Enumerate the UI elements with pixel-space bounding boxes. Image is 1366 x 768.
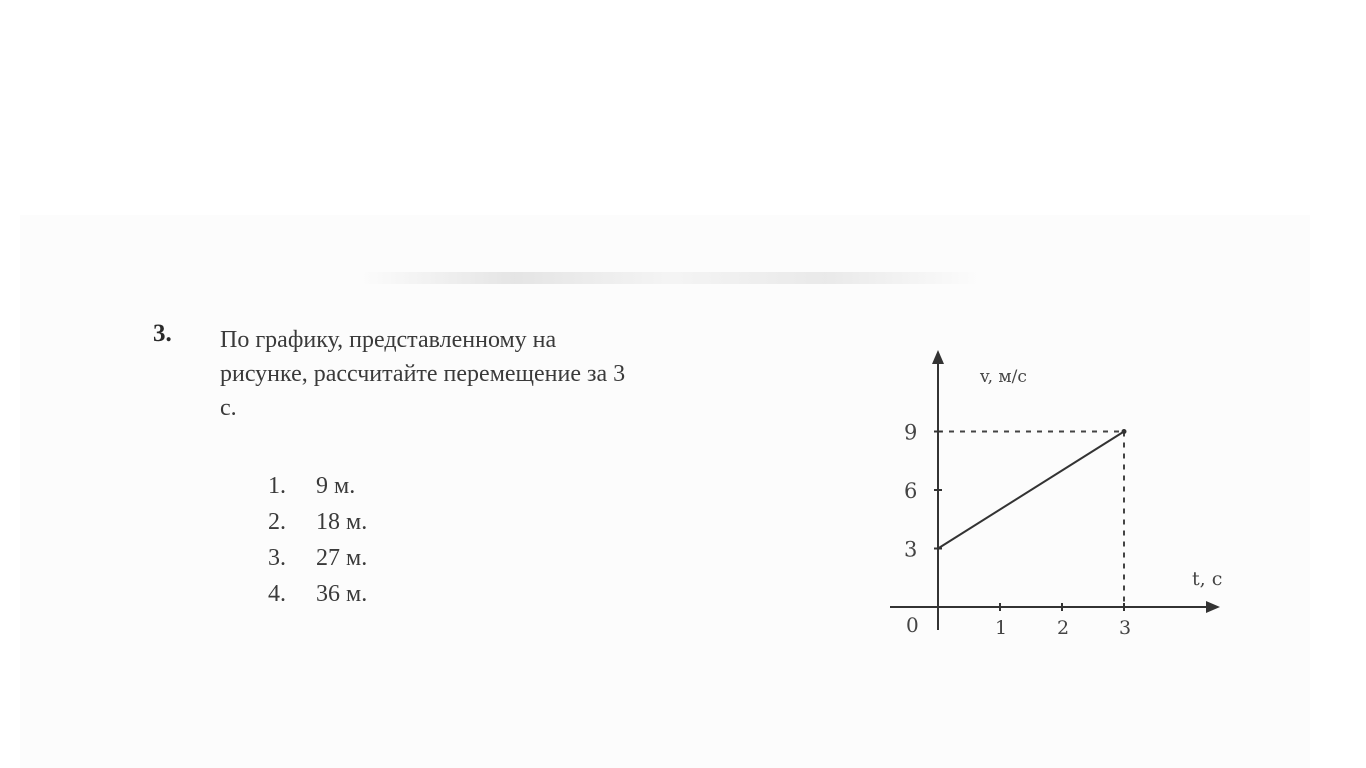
x-tick-label: 3 bbox=[1119, 617, 1132, 639]
question-line-1: По графику, представленному на bbox=[220, 327, 557, 353]
answer-text: 9 м. bbox=[316, 473, 356, 499]
answer-text: 27 м. bbox=[316, 545, 368, 571]
x-tick-label: 2 bbox=[1057, 617, 1070, 639]
answer-number: 4. bbox=[268, 581, 286, 607]
velocity-line bbox=[938, 432, 1124, 549]
answer-option bbox=[268, 540, 367, 576]
answer-text: 36 м. bbox=[316, 581, 368, 607]
origin-label: 0 bbox=[906, 613, 919, 637]
answer-number: 2. bbox=[268, 509, 286, 535]
answer-text: 18 м. bbox=[316, 509, 368, 535]
answer-option bbox=[268, 468, 367, 504]
answer-list bbox=[268, 468, 367, 612]
y-tick-label: 6 bbox=[904, 479, 918, 503]
answer-option bbox=[268, 504, 367, 540]
y-axis-label: v, м/с bbox=[980, 367, 1027, 387]
y-axis-arrow bbox=[932, 350, 944, 364]
line-end-point bbox=[1122, 429, 1127, 434]
question-line-3: с. bbox=[220, 395, 237, 421]
question-text bbox=[220, 323, 780, 425]
y-tick-label: 3 bbox=[904, 537, 918, 562]
answer-number: 1. bbox=[268, 473, 286, 499]
answer-number: 3. bbox=[268, 545, 286, 571]
x-axis-label: t, с bbox=[1192, 568, 1223, 590]
answer-option bbox=[268, 576, 367, 612]
x-axis-arrow bbox=[1206, 601, 1220, 613]
scan-smudge bbox=[360, 272, 980, 284]
y-tick-label: 9 bbox=[904, 420, 918, 445]
x-tick-label: 1 bbox=[995, 617, 1008, 639]
question-line-2: рисунке, рассчитайте перемещение за 3 bbox=[220, 361, 626, 387]
velocity-time-graph bbox=[880, 340, 1240, 650]
question-number: 3. bbox=[153, 320, 172, 347]
